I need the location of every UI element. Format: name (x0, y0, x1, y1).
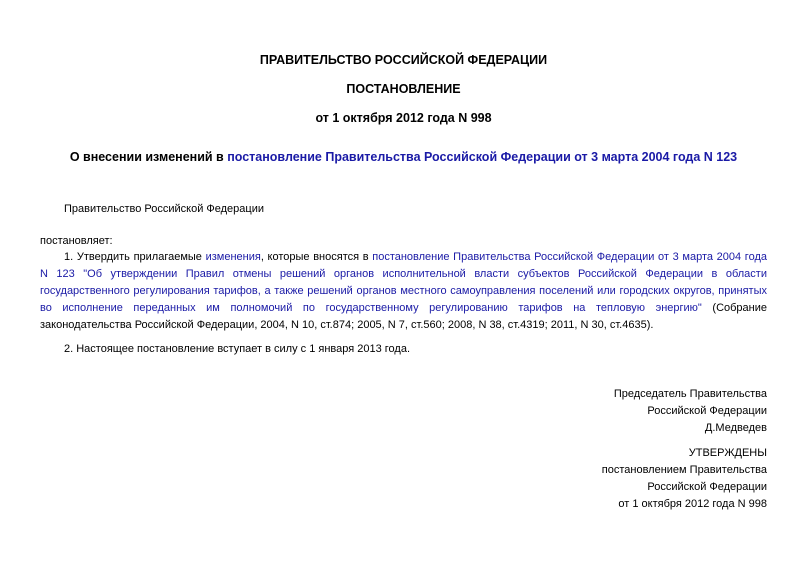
p1-text-c: (Собрание законодательства Российской Федерации, 2004, N 10, ст.874; 2005, N 7, ст.560; 2008, N 38, ст.4319; 2011, N 30, ст.4635). (40, 302, 768, 331)
paragraph-1 (40, 249, 767, 334)
date-number-heading: от 1 октября 2012 года N 998 (315, 111, 492, 125)
approved-block (602, 445, 767, 513)
approved-line-1: УТВЕРЖДЕНЫ (688, 447, 767, 459)
paragraph-2: 2. Настоящее постановление вступает в силу с 1 января 2013 года. (64, 343, 411, 355)
signature-line-2: Российской Федерации (647, 405, 767, 417)
approved-line-3: Российской Федерации (647, 481, 767, 493)
resolution-link[interactable]: постановление Правительства Российской Федерации от 3 марта 2004 года N 123 "Об утверждении Правил отмены решений органов исполнительной власти субъектов Российской Федерации в области государственного регулирования тарифов, а также решений органов местного самоуправления поселений или городских округов, принятых во исполнение переданных им полномочий по государственному регулированию тарифов на тепловую энергию" (40, 251, 767, 314)
p1-text-b: , которые вносятся в (260, 251, 373, 263)
title-link[interactable]: постановление Правительства Российской Федерации от 3 марта 2004 года N 123 (227, 150, 738, 164)
p1-text-a: 1. Утвердить прилагаемые (64, 251, 206, 263)
signature-line-1: Председатель Правительства (613, 388, 767, 400)
signature-block (614, 386, 767, 437)
title-prefix: О внесении изменений в (69, 150, 228, 164)
document-title (0, 150, 807, 164)
approved-line-2: постановлением Правительства (601, 464, 767, 476)
government-line: Правительство Российской Федерации (64, 203, 264, 215)
decides-line: постановляет: (40, 235, 113, 247)
signature-name: Д.Медведев (704, 422, 767, 434)
org-heading: ПРАВИТЕЛЬСТВО РОССИЙСКОЙ ФЕДЕРАЦИИ (259, 53, 548, 67)
changes-link[interactable]: изменения (205, 251, 261, 263)
approved-line-4: от 1 октября 2012 года N 998 (618, 498, 767, 510)
doc-type-heading: ПОСТАНОВЛЕНИЕ (346, 82, 461, 96)
